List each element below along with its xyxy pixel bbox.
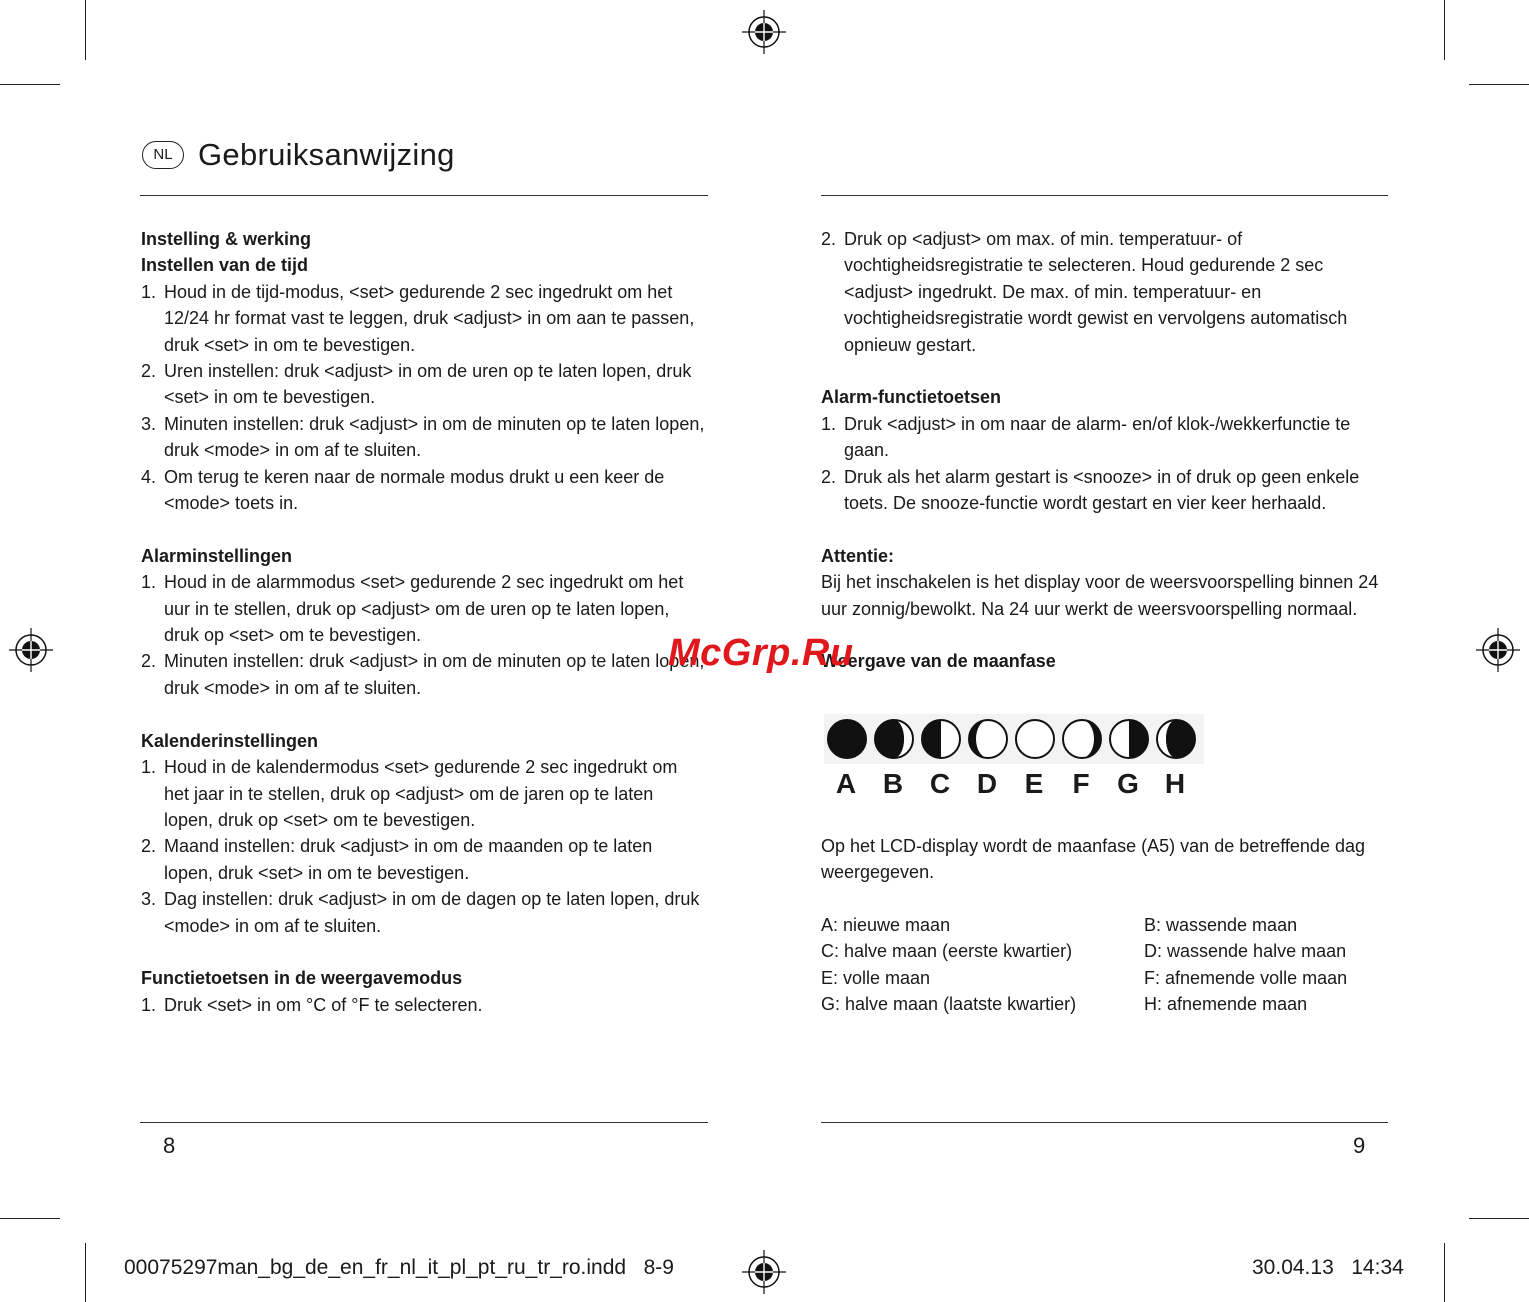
top-rule-left — [140, 195, 708, 196]
moon-letter: F — [1072, 768, 1090, 799]
moon-letter: C — [929, 768, 951, 799]
list-item: 4. Om terug te keren naar de normale modus drukt u een keer de <mode> toets in. — [141, 466, 665, 514]
page-number-left: 8 — [163, 1133, 176, 1158]
language-badge: NL — [142, 141, 184, 169]
list-item: 1. Houd in de alarmmodus <set> gedurende 2 sec ingedrukt om het uur in te stellen, druk op <adjust> om de uren op te laten lopen, druk op <set> om te bevestigen. — [141, 572, 684, 646]
moon-intro-text: Op het LCD-display wordt de maanfase (A5) van de betreffende dag weergegeven. — [821, 836, 1365, 883]
crop-mark — [1444, 0, 1445, 60]
calendar-steps-list — [141, 754, 706, 939]
moon-phase-b-icon — [875, 720, 913, 758]
right-page-content — [821, 226, 1386, 675]
registration-mark-icon — [9, 628, 53, 672]
list-item: 2. Uren instellen: druk <adjust> in om de uren op te laten lopen, druk <set> in om te bevestigen. — [141, 361, 692, 408]
crop-mark — [1469, 1218, 1529, 1219]
list-item: 2. Druk als het alarm gestart is <snooze> in of druk op geen enkele toets. De snooze-functie wordt gestart en vier keer herhaald. — [821, 466, 1360, 514]
section-heading: Functietoetsen in de weergavemodus — [141, 968, 463, 989]
moon-phase-letters — [826, 768, 1206, 804]
crop-mark — [85, 0, 86, 60]
moon-letter: H — [1164, 768, 1186, 799]
list-item: 1. Houd in de kalendermodus <set> gedurende 2 sec ingedrukt om het jaar in te stellen, druk op <adjust> om de jaren op te laten lopen, druk op <set> om te bevestigen. — [141, 757, 678, 830]
top-rule-right — [821, 195, 1388, 196]
page-title: Gebruiksanwijzing — [198, 137, 455, 172]
moon-letter: E — [1024, 768, 1044, 799]
crop-mark — [0, 84, 60, 85]
section-heading: Attentie: — [821, 545, 894, 566]
left-page-content — [141, 226, 706, 1018]
moon-phase-a-icon — [828, 720, 866, 758]
registration-mark-icon — [742, 10, 786, 54]
section-heading: Alarm-functietoetsen — [821, 387, 1002, 408]
function-steps-cont-list — [821, 226, 1386, 358]
page-header — [142, 135, 455, 175]
watermark-logo: McGrp.Ru — [668, 632, 854, 674]
list-item: 2. Maand instellen: druk <adjust> in om de maanden op te laten lopen, druk <set> in om te bevestigen. — [141, 836, 653, 883]
alarm-keys-list — [821, 411, 1386, 517]
moon-letter: D — [976, 768, 998, 799]
moon-phase-f-icon — [1063, 720, 1101, 758]
list-item: 1. Druk <set> in om °C of °F te selecteren. — [141, 994, 483, 1015]
crop-mark — [1469, 84, 1529, 85]
moon-phase-legend — [821, 912, 1381, 1018]
section-heading: Instelling & werking — [141, 229, 312, 249]
moon-phase-h-icon — [1157, 720, 1195, 758]
bottom-rule-left — [140, 1122, 708, 1123]
list-item: 2. Druk op <adjust> om max. of min. temperatuur- of vochtigheidsregistratie te selecteren. Houd gedurende 2 sec <adjust> ingedrukt. De max. of min. temperatuur- en vochtigheidsregistratie wordt gewist en vervolgens automatisch opnieuw gestart. — [821, 229, 1348, 355]
registration-mark-icon — [1476, 628, 1520, 672]
moon-phase-e-icon — [1016, 720, 1054, 758]
list-item: 2. Minuten instellen: druk <adjust> in om de minuten op te laten lopen, druk <mode> in om af te sluiten. — [141, 651, 705, 698]
list-item: 1. Druk <adjust> in om naar de alarm- en/of klok-/wekkerfunctie te gaan. — [821, 413, 1351, 461]
moon-phase-g-icon — [1110, 720, 1148, 758]
section-heading: Weergave van de maanfase — [821, 651, 1056, 672]
alarm-steps-list — [141, 569, 706, 701]
attention-text: Bij het inschakelen is het display voor de weersvoorspelling binnen 24 uur zonnig/bewolkt. Na 24 uur werkt de weersvoorspelling normaal. — [821, 572, 1379, 619]
legend-row: A: nieuwe maan B: wassende maan — [821, 915, 1298, 935]
crop-mark — [85, 1243, 86, 1302]
moon-letter: B — [882, 768, 904, 799]
page-number-right: 9 — [1353, 1133, 1366, 1158]
legend-row: E: volle maan F: afnemende volle maan — [821, 967, 1348, 988]
moon-phase-strip — [824, 714, 1204, 764]
list-item: 1. Houd in de tijd-modus, <set> gedurende 2 sec ingedrukt om het 12/24 hr format vast te leggen, druk <adjust> in om aan te passen, druk <set> in om te bevestigen. — [141, 281, 695, 355]
list-item: 3. Dag instellen: druk <adjust> in om de dagen op te laten lopen, druk <mode> in om af te sluiten. — [141, 889, 700, 936]
registration-mark-icon — [742, 1250, 786, 1294]
function-steps-list — [141, 992, 706, 1018]
moon-letter: G — [1117, 768, 1139, 799]
print-datetime: 30.04.13 14:34 — [1252, 1256, 1404, 1279]
section-heading: Alarminstellingen — [141, 545, 293, 566]
list-item: 3. Minuten instellen: druk <adjust> in om de minuten op te laten lopen, druk <mode> in om af te sluiten. — [141, 413, 705, 461]
legend-row: C: halve maan (eerste kwartier) D: wassende halve maan — [821, 941, 1347, 962]
moon-phase-c-icon — [922, 720, 960, 758]
legend-row: G: halve maan (laatste kwartier) H: afnemende maan — [821, 994, 1308, 1015]
bottom-rule-right — [821, 1122, 1388, 1123]
crop-mark — [1444, 1243, 1445, 1302]
crop-mark — [0, 1218, 60, 1219]
file-slug: 00075297man_bg_de_en_fr_nl_it_pl_pt_ru_tr_ro.indd 8-9 — [124, 1256, 674, 1279]
section-subheading: Instellen van de tijd — [141, 255, 309, 276]
time-steps-list — [141, 279, 706, 517]
moon-phase-d-icon — [969, 720, 1007, 758]
moon-letter: A — [835, 768, 857, 799]
section-heading: Kalenderinstellingen — [141, 730, 319, 751]
